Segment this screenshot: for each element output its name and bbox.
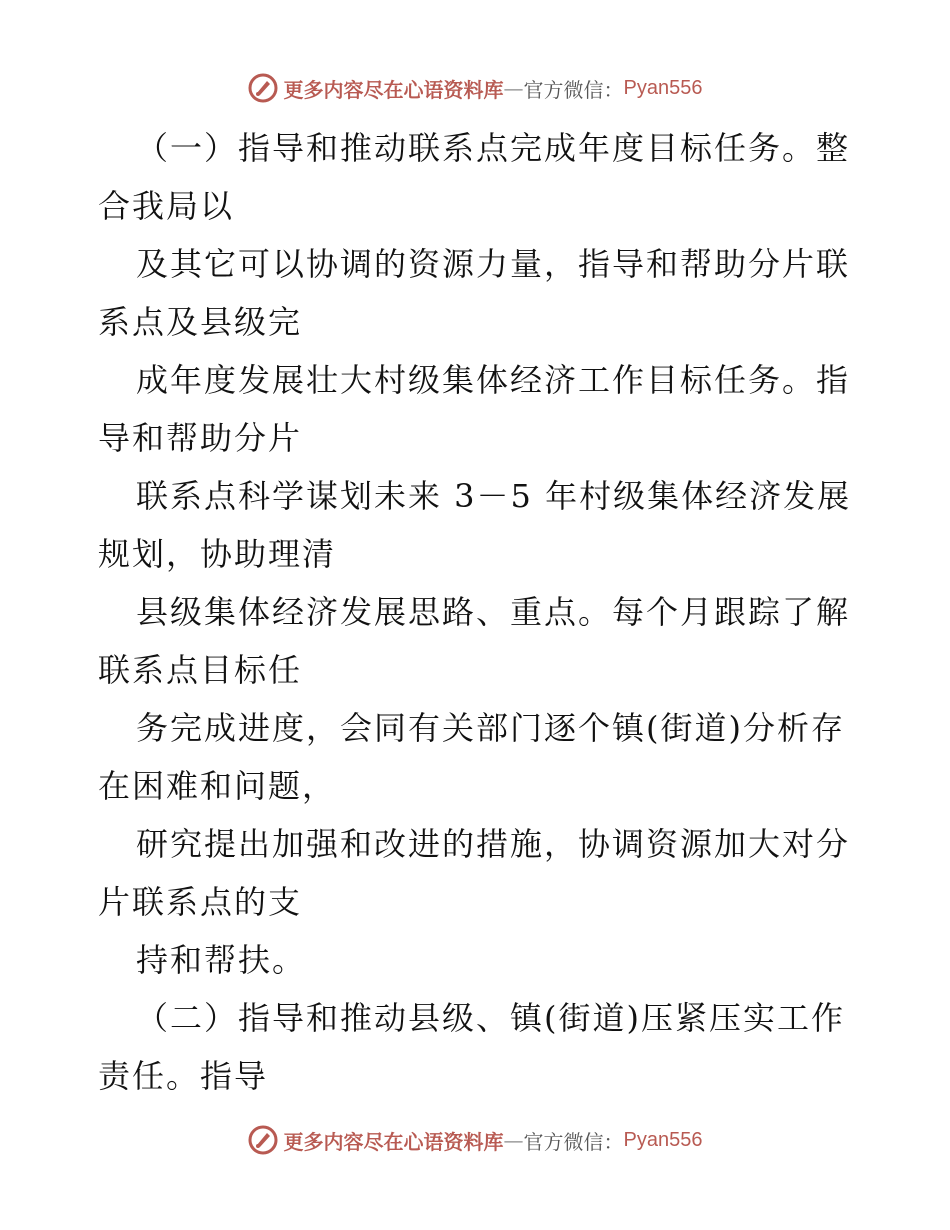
text-line: （二）指导和推动县级、镇(街道)压紧压实工作 <box>136 999 845 1037</box>
watermark-wechat-label: 官方微信： <box>523 1129 624 1154</box>
text-line: 责任。指导 <box>98 1057 269 1095</box>
text-line: 联系点科学谋划未来 3－5 年村级集体经济发展 <box>136 477 852 515</box>
watermark-dash: — <box>503 1128 524 1152</box>
text-line: 成年度发展壮大村级集体经济工作目标任务。指 <box>136 361 851 399</box>
text-line: 持和帮扶。 <box>136 941 307 979</box>
text-line: 规划，协助理清 <box>98 535 337 573</box>
text-line: 片联系点的支 <box>98 883 303 921</box>
text-line: 联系点目标任 <box>98 651 303 689</box>
text-line: 及其它可以协调的资源力量，指导和帮助分片联 <box>136 245 851 283</box>
text-line: 务完成进度，会同有关部门逐个镇(街道)分析存 <box>136 709 845 747</box>
logo-icon <box>248 1125 278 1155</box>
text-line: 在困难和问题， <box>98 767 337 805</box>
text-line: 系点及县级完 <box>98 303 303 341</box>
watermark-main-text: 更多内容尽在心语资料库 <box>283 77 504 102</box>
text-line: 研究提出加强和改进的措施，协调资源加大对分 <box>136 825 851 863</box>
watermark-wechat-id: Pyan556 <box>623 76 703 99</box>
header-watermark <box>0 70 950 106</box>
text-line: 县级集体经济发展思路、重点。每个月跟踪了解 <box>136 593 851 631</box>
watermark-wechat-id: Pyan556 <box>623 1128 703 1151</box>
document-body <box>98 119 858 1105</box>
text-line: （一）指导和推动联系点完成年度目标任务。整 <box>136 129 851 167</box>
watermark-wechat-label: 官方微信： <box>523 77 624 102</box>
text-line: 导和帮助分片 <box>98 419 303 457</box>
text-line: 合我局以 <box>98 187 235 225</box>
logo-icon <box>248 73 278 103</box>
footer-watermark <box>0 1122 950 1158</box>
watermark-main-text: 更多内容尽在心语资料库 <box>283 1129 504 1154</box>
watermark-dash: — <box>503 76 524 100</box>
